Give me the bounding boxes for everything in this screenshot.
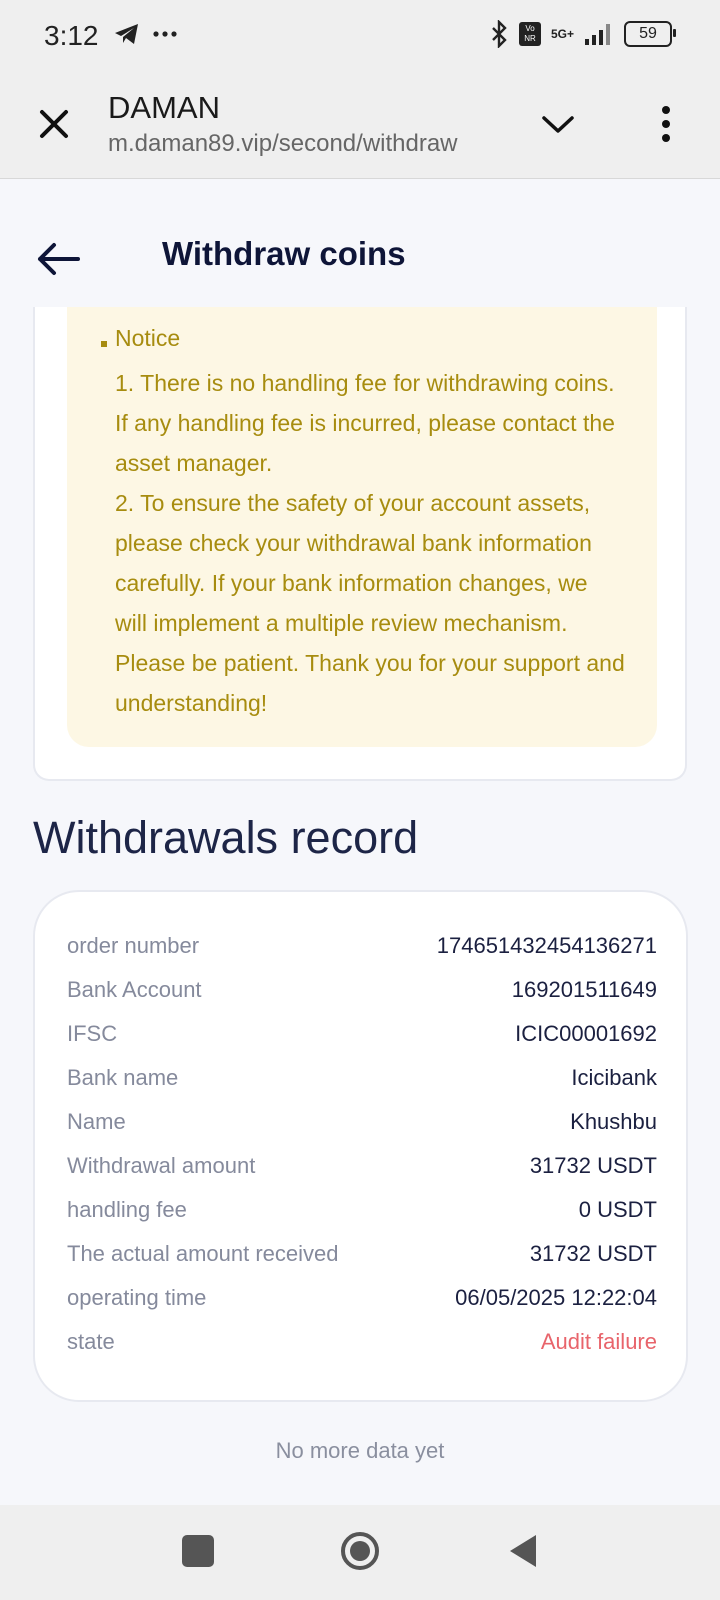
browser-toolbar <box>0 78 720 179</box>
row-label: Bank Account <box>67 977 202 1002</box>
notice-card <box>33 307 687 781</box>
volte-icon <box>519 22 541 46</box>
system-nav-bar <box>0 1505 720 1600</box>
browser-url[interactable]: m.daman89.vip/second/withdraw <box>108 130 458 157</box>
chevron-down-icon[interactable] <box>538 106 578 142</box>
row-label: Bank name <box>67 1065 179 1090</box>
record-row-ifsc <box>67 1012 657 1056</box>
notice-heading: Notice <box>115 325 181 351</box>
state-badge: Audit failure <box>540 1329 657 1354</box>
network-label: 5G+ <box>550 27 574 41</box>
notice-box <box>67 307 657 747</box>
withdrawals-record-title: Withdrawals record <box>33 812 419 863</box>
row-label: Name <box>67 1109 126 1134</box>
record-row-state <box>67 1320 657 1364</box>
battery-icon <box>624 21 672 47</box>
record-row-bank-name <box>67 1056 657 1100</box>
row-value: Icicibank <box>571 1065 657 1090</box>
bluetooth-icon <box>489 20 509 48</box>
app-header <box>0 179 720 307</box>
home-button[interactable] <box>340 1531 380 1571</box>
row-value: 174651432454136271 <box>436 933 657 958</box>
signal-icon <box>584 22 614 46</box>
row-label: state <box>67 1329 115 1354</box>
row-value: ICIC00001692 <box>515 1021 657 1046</box>
browser-page-title: DAMAN <box>108 90 220 125</box>
battery-level: 59 <box>639 25 657 42</box>
row-label: handling fee <box>67 1197 187 1222</box>
row-value: 31732 USDT <box>529 1153 657 1178</box>
more-vert-icon[interactable] <box>652 102 680 146</box>
record-row-actual-amount <box>67 1232 657 1276</box>
row-value: Khushbu <box>570 1109 657 1134</box>
row-value: 31732 USDT <box>529 1241 657 1266</box>
row-value: 169201511649 <box>511 977 657 1002</box>
notice-line-2: 2. To ensure the safety of your account assets, please check your withdrawal bank information carefully. If your bank information changes, we will implement a multiple review mechanism. Please be patient. Thank you for your support and understanding! <box>115 490 625 716</box>
row-label: order number <box>67 933 200 958</box>
page-title: Withdraw coins <box>162 235 406 272</box>
record-row-bank-account <box>67 968 657 1012</box>
row-label: Withdrawal amount <box>67 1153 256 1178</box>
5g-icon <box>551 28 574 40</box>
no-more-data-text: No more data yet <box>275 1438 445 1463</box>
record-row-withdrawal-amount <box>67 1144 657 1188</box>
withdrawal-record-card[interactable] <box>33 890 688 1402</box>
row-label: The actual amount received <box>67 1241 339 1266</box>
record-row-order-number <box>67 924 657 968</box>
notice-body <box>115 363 625 723</box>
notice-line-1: 1. There is no handling fee for withdrawing coins. If any handling fee is incurred, please contact the asset manager. <box>115 370 615 476</box>
notice-bullet <box>101 341 107 347</box>
row-label: operating time <box>67 1285 207 1310</box>
close-icon[interactable] <box>36 102 72 146</box>
back-button[interactable] <box>508 1533 538 1569</box>
recents-button[interactable] <box>182 1535 214 1567</box>
row-label: IFSC <box>67 1021 118 1046</box>
status-bar <box>0 0 720 78</box>
record-row-operating-time <box>67 1276 657 1320</box>
record-rows <box>67 924 657 1364</box>
status-time: 3:12 <box>44 20 99 51</box>
telegram-icon <box>114 22 140 46</box>
record-row-name <box>67 1100 657 1144</box>
back-arrow-icon[interactable] <box>34 239 84 279</box>
record-row-handling-fee <box>67 1188 657 1232</box>
volte-label: Vo NR <box>524 24 536 43</box>
more-dots-icon <box>152 30 178 38</box>
row-value: 06/05/2025 12:22:04 <box>455 1285 657 1310</box>
row-value: 0 USDT <box>578 1197 657 1222</box>
